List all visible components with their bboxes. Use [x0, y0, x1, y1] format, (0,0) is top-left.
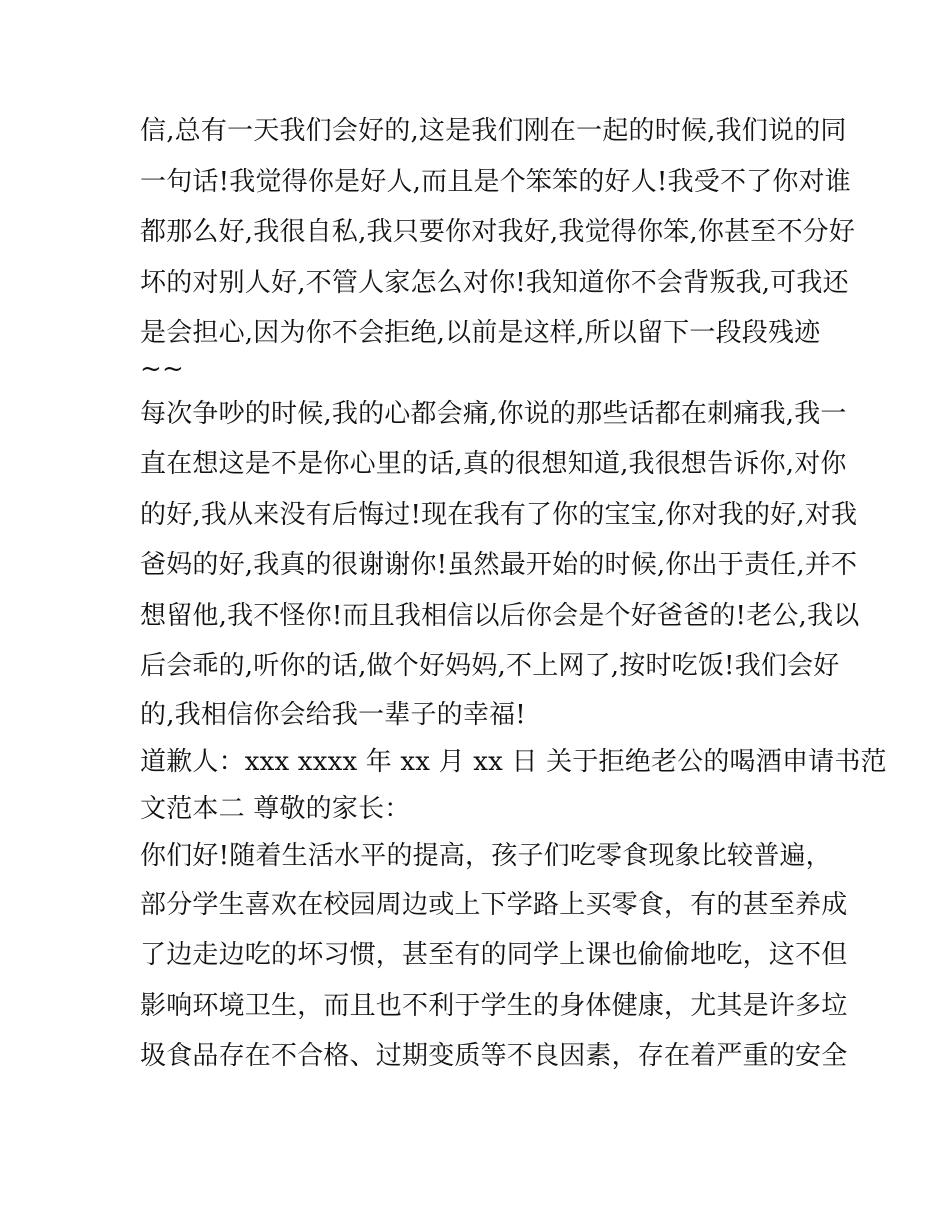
text-line-12: 后会乖的,听你的话,做个好妈妈,不上网了,按时吃饭!我们会好	[140, 651, 840, 681]
text-line-13: 的,我相信你会给我一辈子的幸福!	[140, 699, 526, 730]
text-line-2: 一句话!我觉得你是好人,而且是个笨笨的好人!我受不了你对谁	[140, 166, 851, 197]
text-line-16: 你们好!随着生活水平的提高，孩子们吃零食现象比较普遍，	[140, 840, 832, 871]
text-line-19: 影响环境卫生，而且也不利于学生的身体健康，尤其是许多垃	[140, 990, 848, 1021]
text-line-17: 部分学生喜欢在校园周边或上下学路上买零食，有的甚至养成	[140, 889, 848, 920]
text-line-18: 了边走边吃的坏习惯，甚至有的同学上课也偷偷地吃，这不但	[140, 940, 848, 970]
text-line-1: 信,总有一天我们会好的,这是我们刚在一起的时候,我们说的同	[140, 116, 847, 146]
text-line-6: ~~	[140, 353, 184, 384]
document-body	[140, 106, 887, 1082]
text-line-10: 爸妈的好,我真的很谢谢你!虽然最开始的时候,你出于责任,并不	[140, 550, 858, 580]
text-line-15: 文范本二 尊敬的家长：	[140, 793, 411, 824]
text-line-20: 圾食品存在不合格、过期变质等不良因素，存在着严重的安全	[140, 1041, 848, 1071]
text-line-9: 的好,我从来没有后悔过!现在我有了你的宝宝,你对我的好,对我	[140, 499, 858, 530]
text-line-7: 每次争吵的时候,我的心都会痛,你说的那些话都在刺痛我,我一	[140, 398, 847, 429]
text-line-3: 都那么好,我很自私,我只要你对我好,我觉得你笨,你甚至不分好	[140, 217, 856, 247]
text-line-14: 道歉人：xxx xxxx 年 xx 月 xx 日 关于拒绝老公的喝酒申请书范	[140, 746, 887, 777]
text-line-11: 想留他,我不怪你!而且我相信以后你会是个好爸爸的!老公,我以	[140, 600, 860, 631]
text-line-4: 坏的对别人好,不管人家怎么对你!我知道你不会背叛我,可我还	[140, 267, 849, 298]
text-line-8: 直在想这是不是你心里的话,真的很想知道,我很想告诉你,对你	[140, 449, 847, 479]
text-line-5: 是会担心,因为你不会拒绝,以前是这样,所以留下一段段残迹	[140, 318, 821, 348]
